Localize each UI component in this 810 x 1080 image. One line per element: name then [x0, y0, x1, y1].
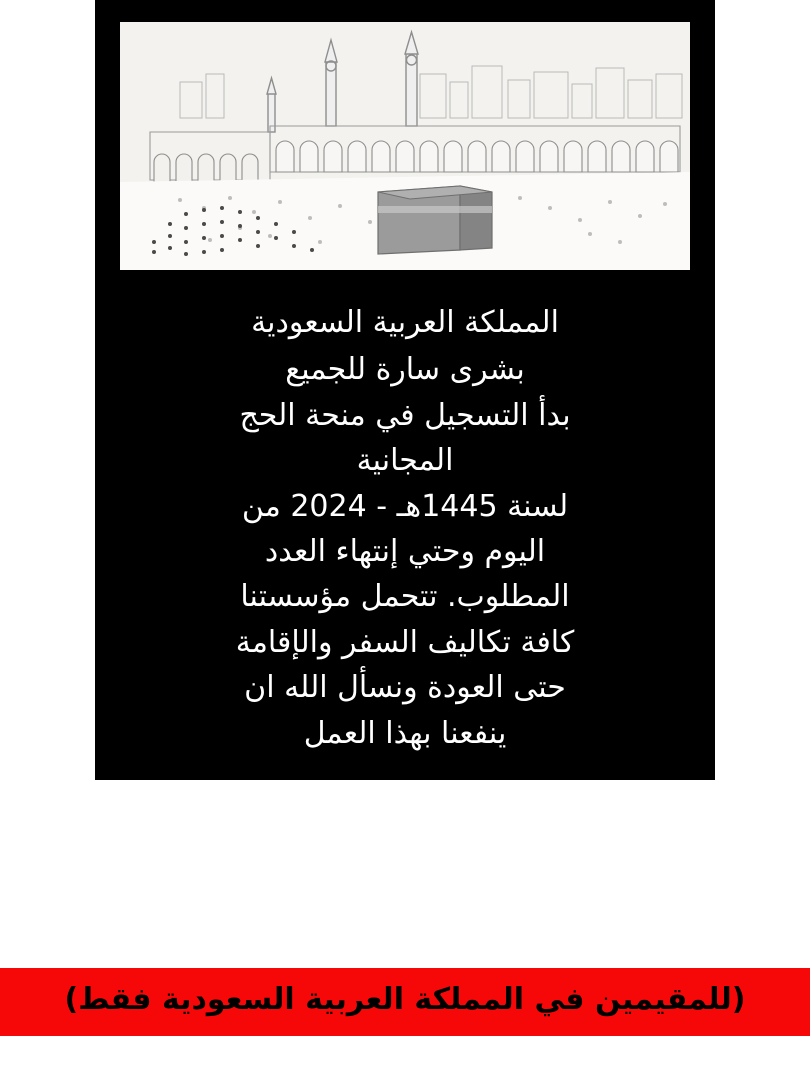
- body-line-8: كافة تكاليف السفر والإقامة: [235, 624, 575, 660]
- body-line-10: ينفعنا بهذا العمل: [303, 715, 507, 751]
- image-card: [95, 0, 715, 286]
- eligibility-banner-text: (للمقيمين في المملكة العربية السعودية فقط): [64, 982, 746, 1017]
- headline-country: المملكة العربية السعودية: [251, 305, 559, 340]
- body-line-3: بدأ التسجيل في منحة الحج: [239, 397, 571, 433]
- crowd-dots-decoration: [146, 204, 336, 264]
- eligibility-banner: [0, 968, 810, 1036]
- body-line-9: حتى العودة ونسأل الله ان: [244, 670, 566, 706]
- headline-goodnews: بشرى سارة للجميع: [285, 352, 525, 388]
- body-line-6: اليوم وحتي إنتهاء العدد: [264, 533, 546, 569]
- kaaba-illustration: [120, 22, 690, 270]
- body-line-4: المجانية: [356, 443, 454, 479]
- announcement-card: [95, 286, 715, 780]
- body-line-7: المطلوب. تتحمل مؤسستنا: [240, 579, 570, 615]
- body-line-5: لسنة 1445هـ - 2024 من: [241, 488, 569, 524]
